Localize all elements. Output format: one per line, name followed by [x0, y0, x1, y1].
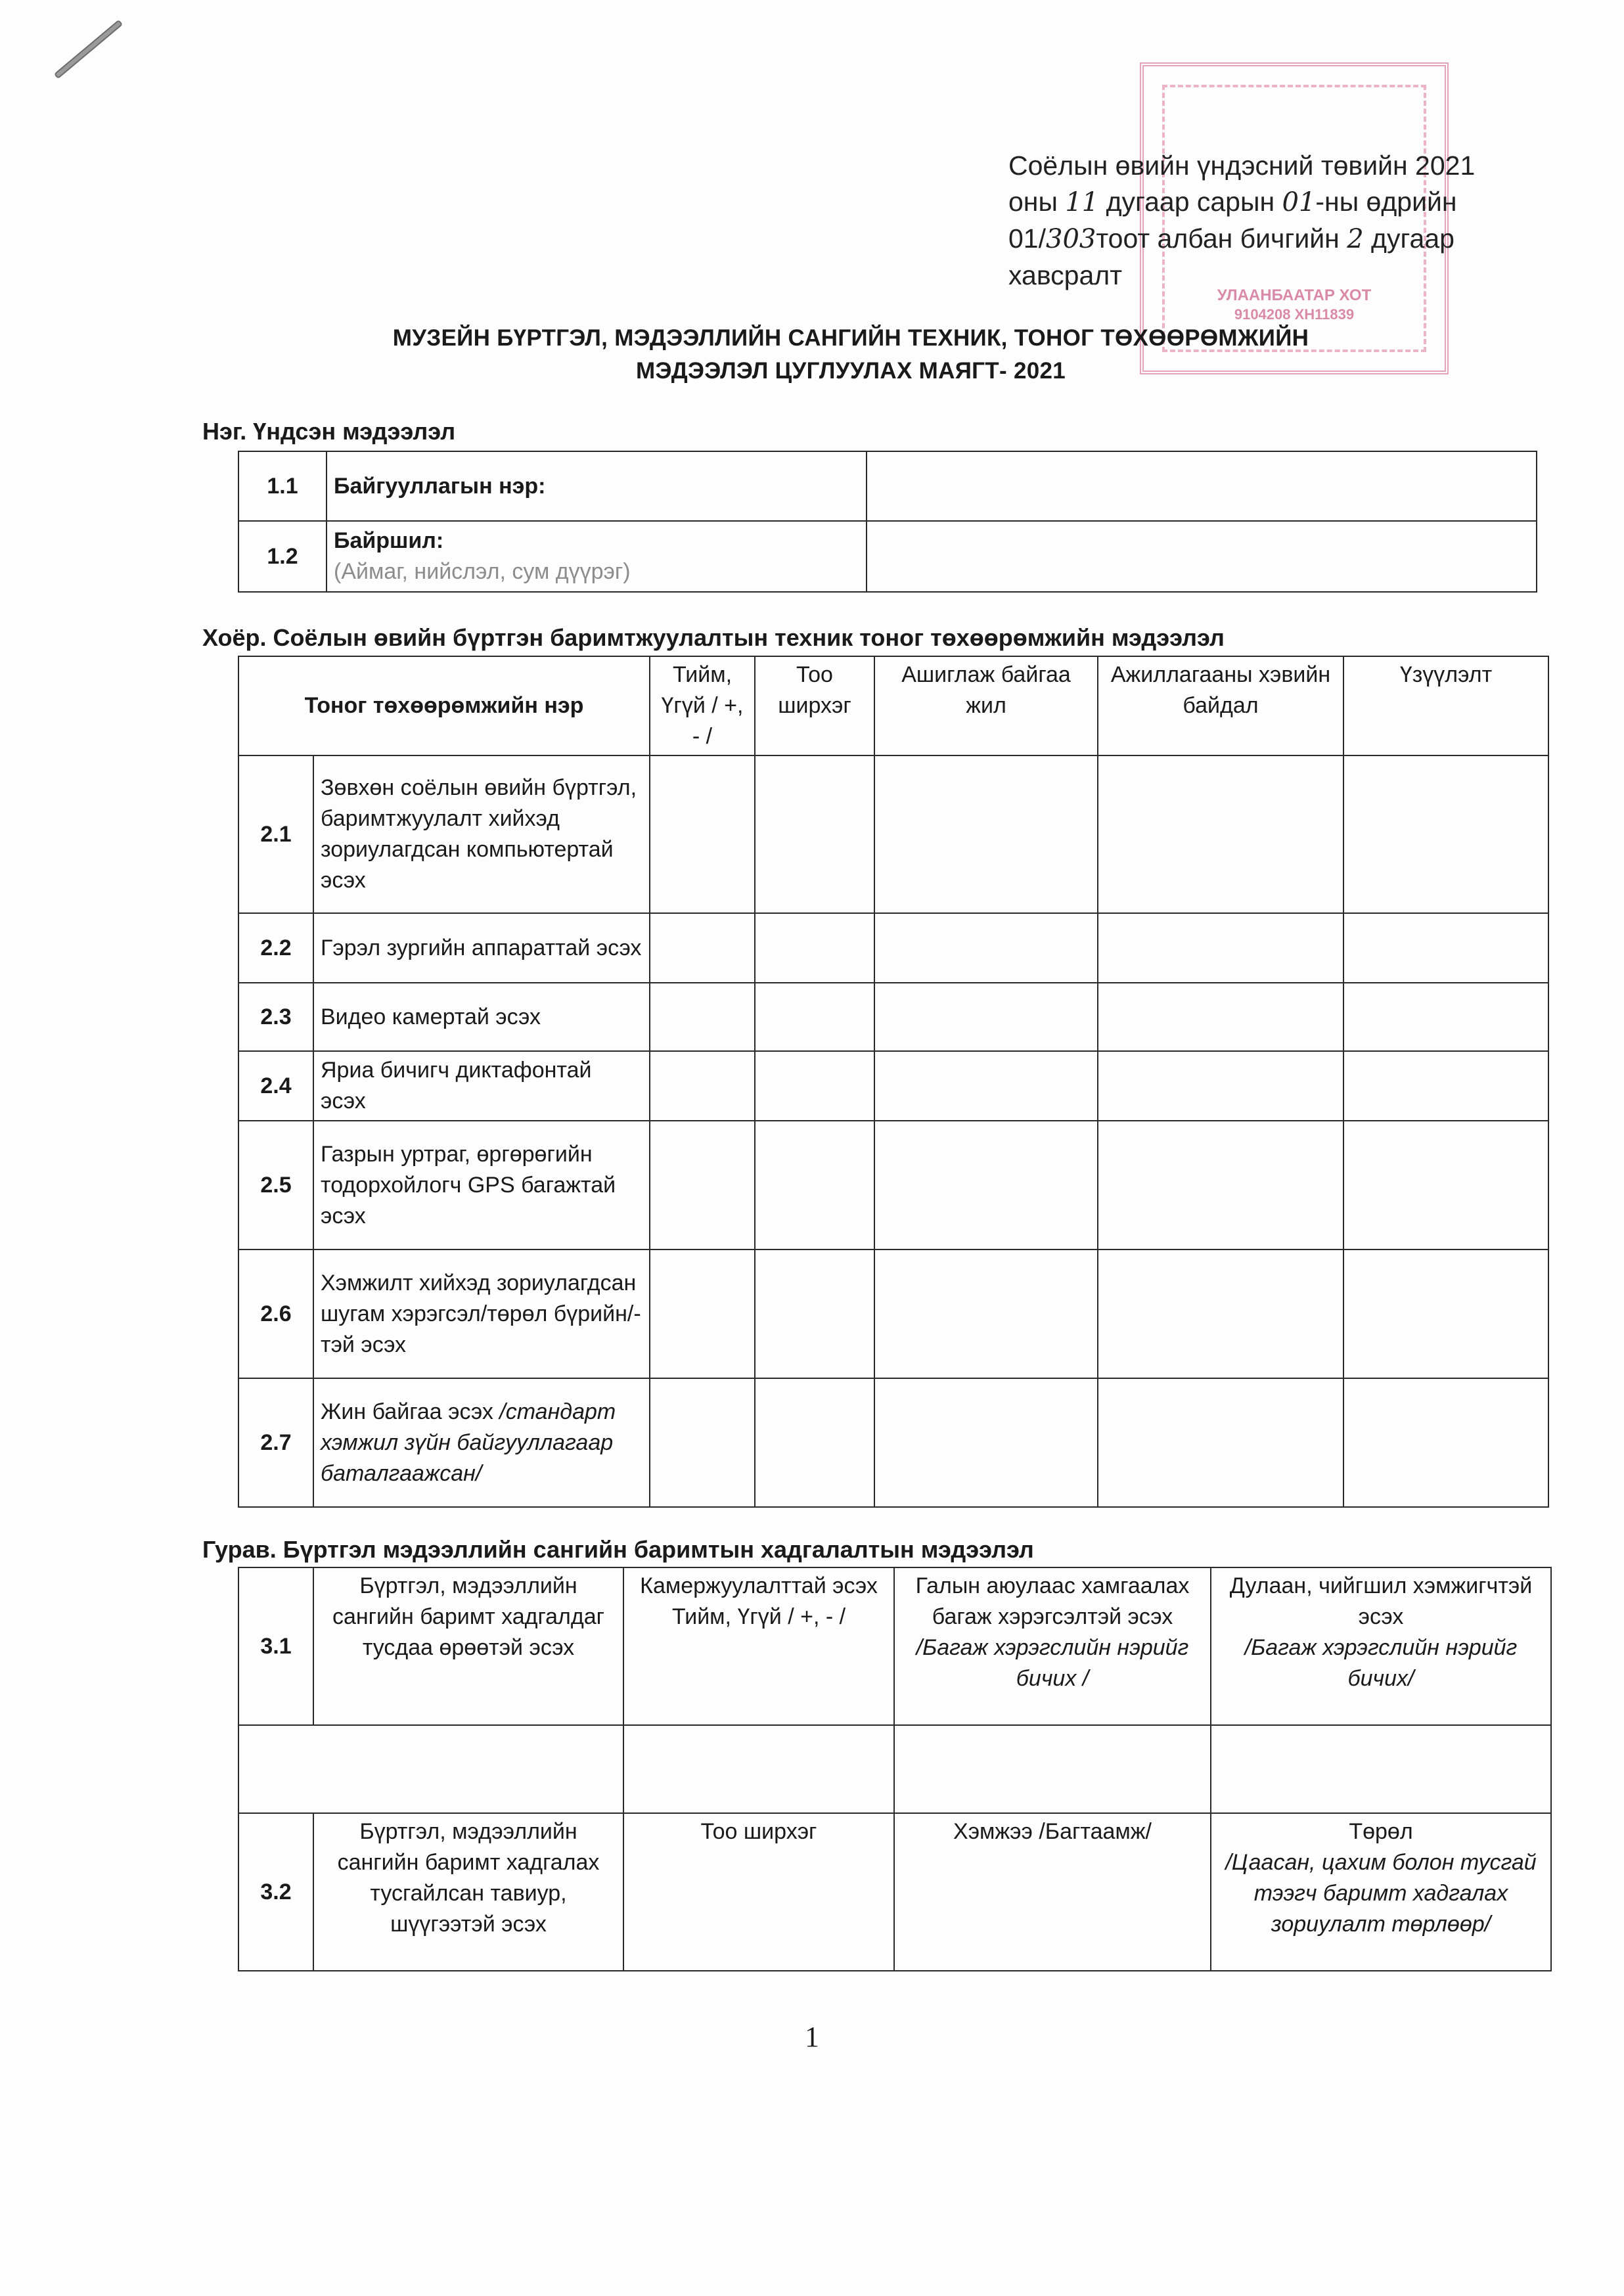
location-label-cell — [327, 521, 867, 592]
row-number: 2.3 — [238, 983, 313, 1051]
col-header-name: Тоног төхөөрөмжийн нэр — [238, 656, 650, 755]
equipment-label: Видео камертай эсэх — [313, 983, 650, 1051]
col-header-count: Тоо ширхэг — [755, 656, 874, 755]
equipment-label: Яриа бичигч диктафонтай эсэх — [313, 1051, 650, 1121]
cell-note[interactable] — [1343, 755, 1548, 913]
table-row — [238, 755, 1548, 913]
cell-yes-no[interactable] — [650, 1051, 755, 1121]
row-number: 2.5 — [238, 1121, 313, 1249]
cell-years[interactable] — [874, 755, 1098, 913]
shelf-type-label: Төрөл — [1349, 1819, 1413, 1844]
cell-yes-no[interactable] — [650, 913, 755, 983]
handwritten-month: 11 — [1065, 187, 1099, 217]
cell-years[interactable] — [874, 983, 1098, 1051]
cell-years[interactable] — [874, 1121, 1098, 1249]
cell-yes-no[interactable] — [650, 755, 755, 913]
equipment-label: Жин байгаа эсэх — [321, 1399, 493, 1424]
shelf-size-header: Хэмжээ /Багтаамж/ — [894, 1813, 1211, 1971]
storage-room-label: Бүртгэл, мэдээллийн сангийн баримт хадгалдаг тусдаа өрөөтэй эсэх — [313, 1567, 623, 1725]
section-2-table — [238, 656, 1549, 1508]
humidity-hint: /Багаж хэрэгслийн нэрийг бичих/ — [1244, 1635, 1518, 1691]
col-header-condition: Ажиллагааны хэвийн байдал — [1098, 656, 1343, 755]
form-title-line-2: МЭДЭЭЛЭЛ ЦУГЛУУЛАХ МАЯГТ- 2021 — [635, 358, 1066, 384]
cell-condition[interactable] — [1098, 913, 1343, 983]
annex-line-3: 01/303тоот албан бичгийн 2 дугаар — [1008, 223, 1455, 254]
col-header-yes-no: Тийм, Үгүй / +, - / — [650, 656, 755, 755]
equipment-label: Зөвхөн соёлын өвийн бүртгэл, баримтжуулалт хийхэд зориулагдсан компьютертай эсэх — [313, 755, 650, 913]
table-row — [238, 913, 1548, 983]
section-1-heading: Нэг. Үндсэн мэдээлэл — [202, 418, 456, 445]
table-row — [238, 451, 1537, 521]
table-row — [238, 521, 1537, 592]
form-title-line-1: МУЗЕЙН БҮРТГЭЛ, МЭДЭЭЛЛИЙН САНГИЙН ТЕХНИК, ТОНОГ ТӨХӨӨРӨМЖИЙН — [392, 325, 1309, 351]
shelf-type-header — [1211, 1813, 1551, 1971]
org-name-value[interactable] — [867, 451, 1537, 521]
col-header-humidity — [1211, 1567, 1551, 1725]
cell-note[interactable] — [1343, 983, 1548, 1051]
row-number: 1.1 — [238, 451, 327, 521]
cell-yes-no[interactable] — [650, 983, 755, 1051]
camera-yes-no: Тийм, Үгүй / +, - / — [671, 1604, 846, 1629]
location-value[interactable] — [867, 521, 1537, 592]
row-number: 3.1 — [238, 1567, 313, 1725]
cell-yes-no[interactable] — [650, 1121, 755, 1249]
annex-line-2: оны 11 дугаар сарын 01-ны өдрийн — [1008, 187, 1457, 217]
cell-note[interactable] — [1343, 913, 1548, 983]
annex-line-1: Соёлын өвийн үндэсний төвийн 2021 — [1008, 150, 1476, 181]
shelf-count-header: Тоо ширхэг — [623, 1813, 894, 1971]
table-row — [238, 1051, 1548, 1121]
equipment-label-note: /стандарт хэмжил зүйн байгууллагаар баталгаажсан/ — [321, 1399, 616, 1486]
col-header-note: Үзүүлэлт — [1343, 656, 1548, 755]
row-number: 2.1 — [238, 755, 313, 913]
equipment-label: Газрын уртраг, өргөрөгийн тодорхойлогч GPS багажтай эсэх — [313, 1121, 650, 1249]
table-row — [238, 1567, 1551, 1725]
row-number: 3.2 — [238, 1813, 313, 1971]
cell-fire-safety[interactable] — [894, 1725, 1211, 1813]
row-number: 2.7 — [238, 1378, 313, 1507]
cell-count[interactable] — [755, 1249, 874, 1378]
cell-count[interactable] — [755, 1378, 874, 1507]
section-1-table — [238, 451, 1537, 593]
cell-humidity[interactable] — [1211, 1725, 1551, 1813]
annex-note — [1008, 148, 1547, 294]
page-number: 1 — [805, 2021, 819, 2053]
cell-note[interactable] — [1343, 1121, 1548, 1249]
cell-count[interactable] — [755, 983, 874, 1051]
fire-safety-hint: /Багаж хэрэгслийн нэрийг бичих / — [916, 1635, 1189, 1691]
cell-count[interactable] — [755, 1051, 874, 1121]
equipment-label: Хэмжилт хийхэд зориулагдсан шугам хэрэгсэл/төрөл бүрийн/-тэй эсэх — [313, 1249, 650, 1378]
cell-condition[interactable] — [1098, 1249, 1343, 1378]
row-number: 2.6 — [238, 1249, 313, 1378]
cell-years[interactable] — [874, 1378, 1098, 1507]
row-number: 1.2 — [238, 521, 327, 592]
table-header-row — [238, 656, 1548, 755]
cell-condition[interactable] — [1098, 755, 1343, 913]
section-3-table — [238, 1567, 1552, 1971]
cell-note[interactable] — [1343, 1249, 1548, 1378]
row-number: 2.4 — [238, 1051, 313, 1121]
location-label: Байршил: — [334, 528, 444, 553]
table-row — [238, 983, 1548, 1051]
cell-condition[interactable] — [1098, 1051, 1343, 1121]
fire-safety-label: Галын аюулаас хамгаалах багаж хэрэгсэлтэй эсэх — [915, 1573, 1190, 1629]
form-title — [237, 322, 1465, 388]
table-row — [238, 1725, 1551, 1813]
location-hint: (Аймаг, нийслэл, сум дүүрэг) — [334, 559, 631, 584]
cell-count[interactable] — [755, 1121, 874, 1249]
handwritten-letter-no: 303 — [1046, 224, 1096, 254]
equipment-label: Гэрэл зургийн аппараттай эсэх — [313, 913, 650, 983]
table-row — [238, 1813, 1551, 1971]
table-row — [238, 1249, 1548, 1378]
section-3-heading: Гурав. Бүртгэл мэдээллийн сангийн баримтын хадгалалтын мэдээлэл — [202, 1536, 1034, 1563]
humidity-label: Дулаан, чийгшил хэмжигчтэй эсэх — [1229, 1573, 1533, 1629]
handwritten-annex-no: 2 — [1347, 224, 1364, 254]
cell-condition[interactable] — [1098, 1121, 1343, 1249]
handwritten-day: 01 — [1282, 187, 1316, 217]
cell-count[interactable] — [755, 913, 874, 983]
shelf-type-hint: /Цаасан, цахим болон тусгай тээгч баримт хадгалах зориулалт төрлөөр/ — [1225, 1850, 1537, 1937]
camera-label: Камержуулалттай эсэх — [640, 1573, 878, 1598]
section-2-heading: Хоёр. Соёлын өвийн бүртгэн баримтжуулалтын техник тоног төхөөрөмжийн мэдээлэл — [202, 624, 1225, 651]
table-row — [238, 1378, 1548, 1507]
cell-years[interactable] — [874, 1249, 1098, 1378]
table-row — [238, 1121, 1548, 1249]
cell-storage-room[interactable] — [238, 1725, 623, 1813]
stamp-code: 9104208 ХН11839 — [1234, 306, 1355, 323]
org-name-label: Байгууллагын нэр: — [327, 451, 867, 521]
cell-note[interactable] — [1343, 1378, 1548, 1507]
stamp-city: УЛААНБААТАР ХОТ — [1217, 286, 1372, 304]
equipment-label-cell — [313, 1378, 650, 1507]
row-number: 2.2 — [238, 913, 313, 983]
cell-yes-no[interactable] — [650, 1378, 755, 1507]
col-header-years: Ашиглаж байгаа жил — [874, 656, 1098, 755]
cell-years[interactable] — [874, 913, 1098, 983]
shelf-label: Бүртгэл, мэдээллийн сангийн баримт хадгалах тусгайлсан тавиур, шүүгээтэй эсэх — [313, 1813, 623, 1971]
annex-line-4: хавсралт — [1008, 260, 1122, 290]
col-header-fire-safety — [894, 1567, 1211, 1725]
col-header-camera — [623, 1567, 894, 1725]
cell-count[interactable] — [755, 755, 874, 913]
cell-condition[interactable] — [1098, 983, 1343, 1051]
staple-mark — [54, 20, 123, 79]
cell-camera[interactable] — [623, 1725, 894, 1813]
cell-years[interactable] — [874, 1051, 1098, 1121]
cell-note[interactable] — [1343, 1051, 1548, 1121]
cell-yes-no[interactable] — [650, 1249, 755, 1378]
cell-condition[interactable] — [1098, 1378, 1343, 1507]
